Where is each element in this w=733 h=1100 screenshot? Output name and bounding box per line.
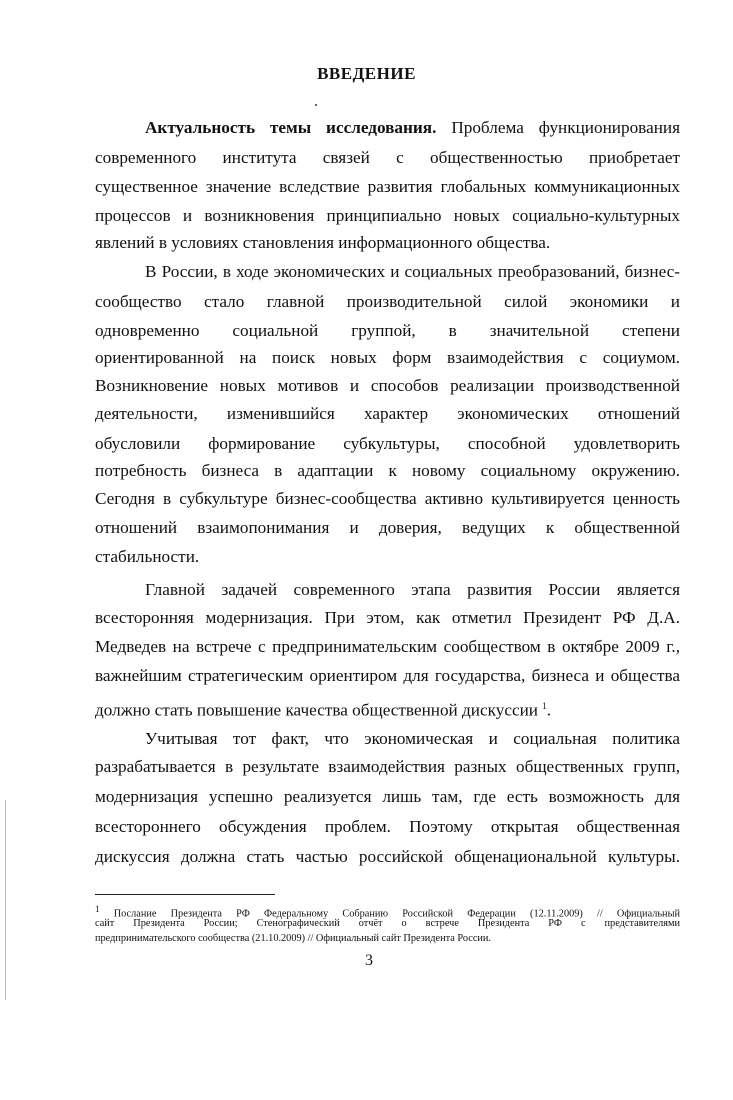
text-line: Учитывая тот факт, что экономическая и социальная политика xyxy=(145,729,680,748)
text-line: В России, в ходе экономических и социальных преобразований, бизнес- xyxy=(145,262,680,281)
text-line: обусловили формирование субкультуры, способной удовлетворить xyxy=(95,434,680,453)
text-line: Актуальность темы исследования. Проблема функционирования xyxy=(145,118,680,137)
footnote-line: предпринимательского сообщества (21.10.2009) // Официальный сайт Президента России. xyxy=(95,933,491,944)
text-line: должно стать повышение качества общественной дискуссии $^1$. xyxy=(95,700,552,720)
text-line: всестороннего обсуждения проблем. Поэтому открытая общественная xyxy=(95,817,680,836)
text-line: дискуссия должна стать частью российской общенациональной культуры. xyxy=(95,847,680,866)
text-line: потребность бизнеса в адаптации к новому социальному окружению. xyxy=(95,461,680,480)
text-line: важнейшим стратегическим ориентиром для государства, бизнеса и общества xyxy=(95,666,680,685)
scan-speck xyxy=(315,104,317,106)
text-line: явлений в условиях становления информационного общества. xyxy=(95,233,551,252)
lead-heading: Актуальность темы исследования. xyxy=(145,118,437,137)
text-line: отношений взаимопонимания и доверия, ведущих к общественной xyxy=(95,518,680,537)
text-line: модернизация успешно реализуется лишь там, где есть возможность для xyxy=(95,787,680,806)
text-line: существенное значение вследствие развития глобальных коммуникационных xyxy=(95,177,680,196)
text-line: сообщество стало главной производительной силой экономики и xyxy=(95,292,680,311)
page-number: 3 xyxy=(365,952,373,969)
footnote-line: $^1$ Послание Президента РФ Федеральному Собранию Российской Федерации (12.11.2009) // Официальный xyxy=(95,904,680,920)
section-title: ВВЕДЕНИЕ xyxy=(317,64,416,83)
footnote-line: сайт Президента России; Стенографический отчёт о встрече Президента РФ с представителями xyxy=(95,918,680,929)
scan-edge-artifact xyxy=(5,800,6,1000)
text-line: Возникновение новых мотивов и способов реализации производственной xyxy=(95,376,680,395)
text-line: процессов и возникновения принципиально новых социально-культурных xyxy=(95,206,680,225)
text-line: Главной задачей современного этапа развития России является xyxy=(145,580,680,599)
text-line: ориентированной на поиск новых форм взаимодействия с социумом. xyxy=(95,348,680,367)
text-line: разрабатывается в результате взаимодействия разных общественных групп, xyxy=(95,757,680,776)
text-line: Сегодня в субкультуре бизнес-сообщества активно культивируется ценность xyxy=(95,489,680,508)
text-line: Медведев на встрече с предпринимательским сообществом в октябре 2009 г., xyxy=(95,637,680,656)
text-line: современного института связей с общественностью приобретает xyxy=(95,148,680,167)
text-line: всесторонняя модернизация. При этом, как отметил Президент РФ Д.А. xyxy=(95,608,680,627)
footnote-marker: 1 xyxy=(95,904,100,914)
text-line: деятельности, изменившийся характер экономических отношений xyxy=(95,404,680,423)
text-line: стабильности. xyxy=(95,547,200,566)
footnote-reference[interactable]: 1 xyxy=(542,701,547,711)
text-line: одновременно социальной группой, в значительной степени xyxy=(95,321,680,340)
footnote-divider xyxy=(95,894,275,895)
